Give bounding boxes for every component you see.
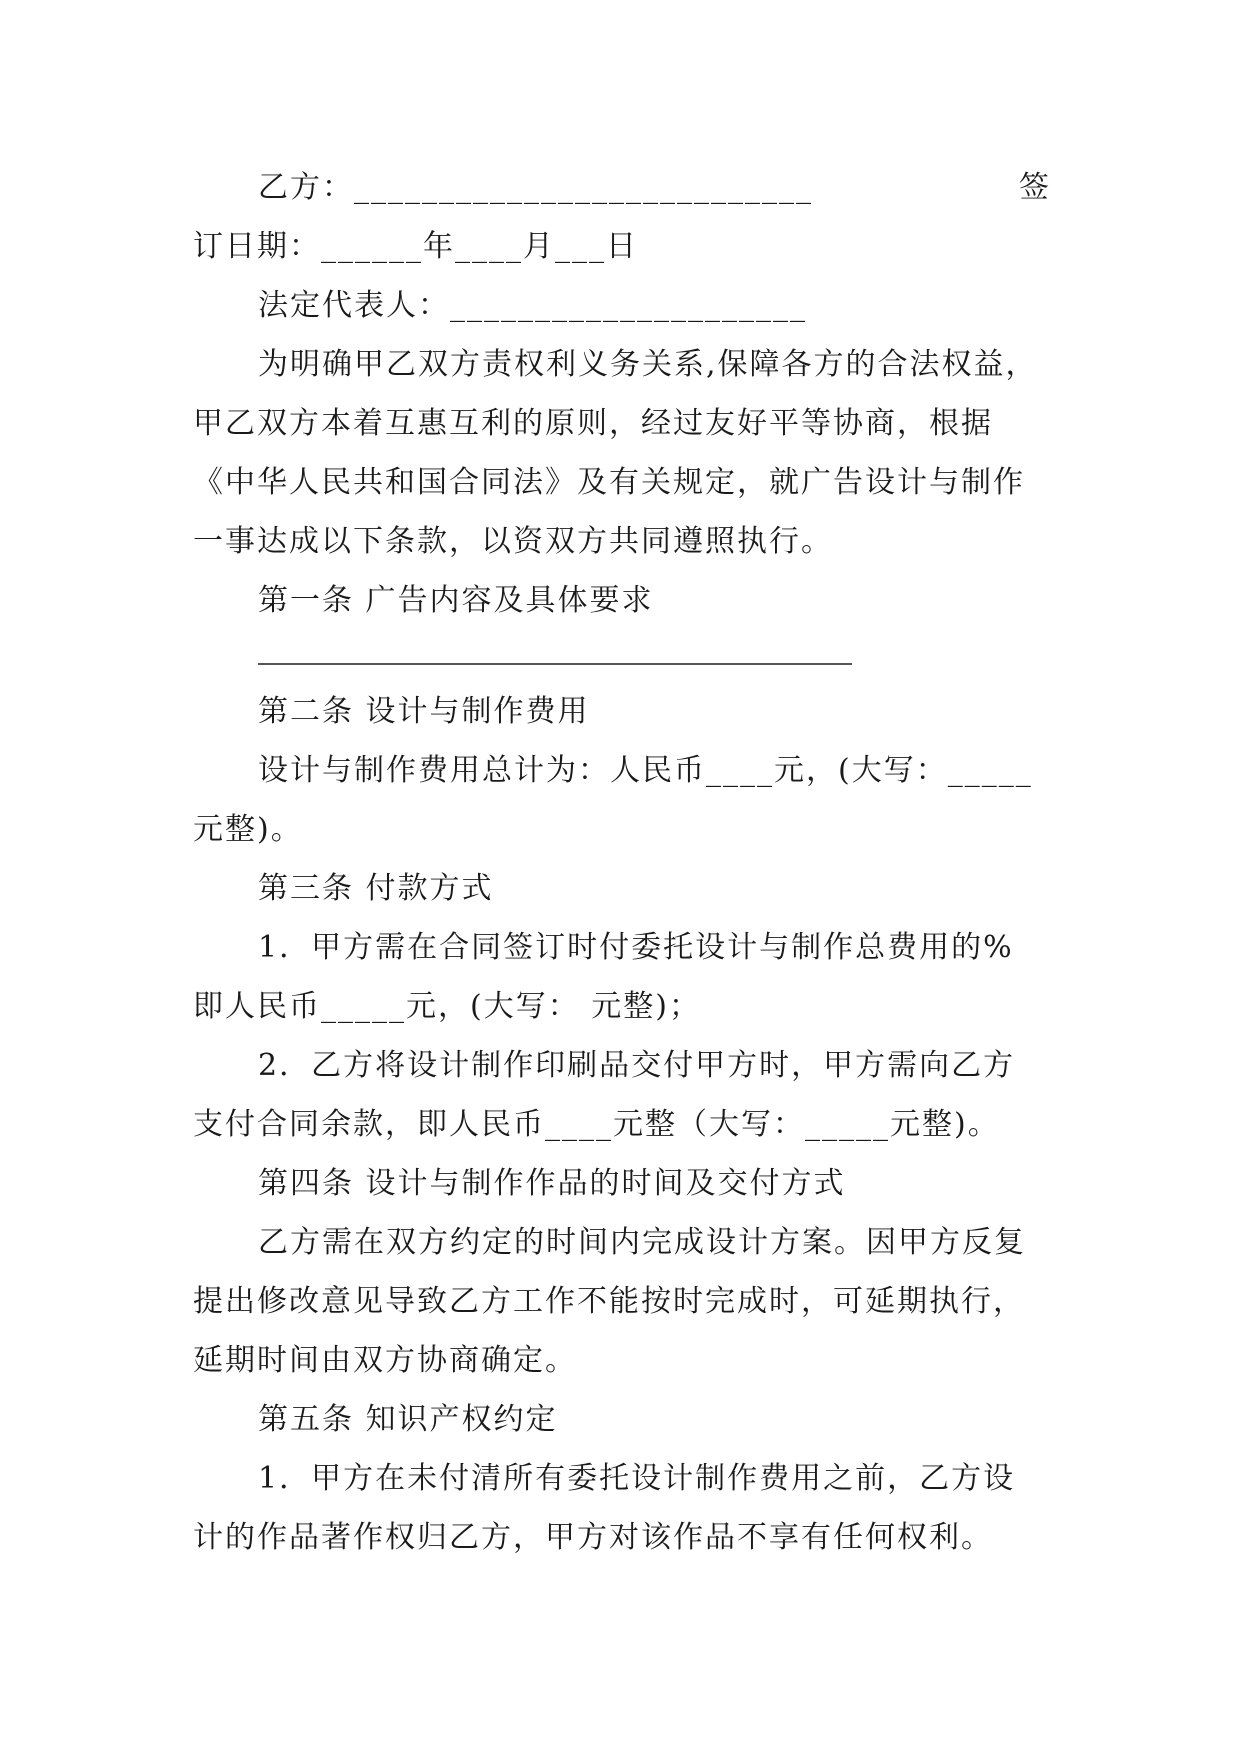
preamble-line-2: 甲乙双方本着互惠互利的原则，经过友好平等协商，根据 <box>193 406 993 441</box>
article-2-line-1: 设计与制作费用总计为：人民币____元，(大写：_____ <box>258 753 1033 788</box>
article-4-heading: 第四条 设计与制作作品的时间及交付方式 <box>258 1166 846 1201</box>
preamble-line-1: 为明确甲乙双方责权利义务关系,保障各方的合法权益， <box>258 347 1038 382</box>
preamble-line-3: 《中华人民共和国合同法》及有关规定，就广告设计与制作 <box>193 465 1025 500</box>
article-5-item-1-line-2: 计的作品著作权归乙方，甲方对该作品不享有任何权利。 <box>193 1520 993 1555</box>
article-2-heading: 第二条 设计与制作费用 <box>258 694 590 729</box>
party-b-line: 乙方：___________________________ <box>258 170 813 205</box>
article-4-line-1: 乙方需在双方约定的时间内完成设计方案。因甲方反复 <box>258 1225 1026 1260</box>
article-1-heading: 第一条 广告内容及具体要求 <box>258 583 654 618</box>
article-3-item-1-line-2: 即人民币_____元，(大写： 元整)； <box>193 989 701 1024</box>
article-2-line-2: 元整)。 <box>193 812 303 847</box>
article-3-heading: 第三条 付款方式 <box>258 871 494 906</box>
sign-date-label-start: 签 <box>1019 170 1049 205</box>
article-3-item-2-line-1: 2．乙方将设计制作印刷品交付甲方时，甲方需向乙方 <box>258 1048 1016 1083</box>
sign-date-line: 订日期：______年____月___日 <box>193 229 638 264</box>
article-5-heading: 第五条 知识产权约定 <box>258 1402 558 1437</box>
article-4-line-3: 延期时间由双方协商确定。 <box>193 1343 577 1378</box>
article-5-item-1-line-1: 1．甲方在未付清所有委托设计制作费用之前，乙方设 <box>258 1461 1016 1496</box>
article-4-line-2: 提出修改意见导致乙方工作不能按时完成时，可延期执行， <box>193 1284 1025 1319</box>
article-1-blank-rule <box>258 663 852 665</box>
preamble-line-4: 一事达成以下条款，以资双方共同遵照执行。 <box>193 524 833 559</box>
article-3-item-2-line-2: 支付合同余款，即人民币____元整（大写：_____元整)。 <box>193 1107 1000 1142</box>
legal-representative-line: 法定代表人：_____________________ <box>258 288 807 323</box>
article-3-item-1-line-1: 1．甲方需在合同签订时付委托设计与制作总费用的% <box>258 930 1014 965</box>
